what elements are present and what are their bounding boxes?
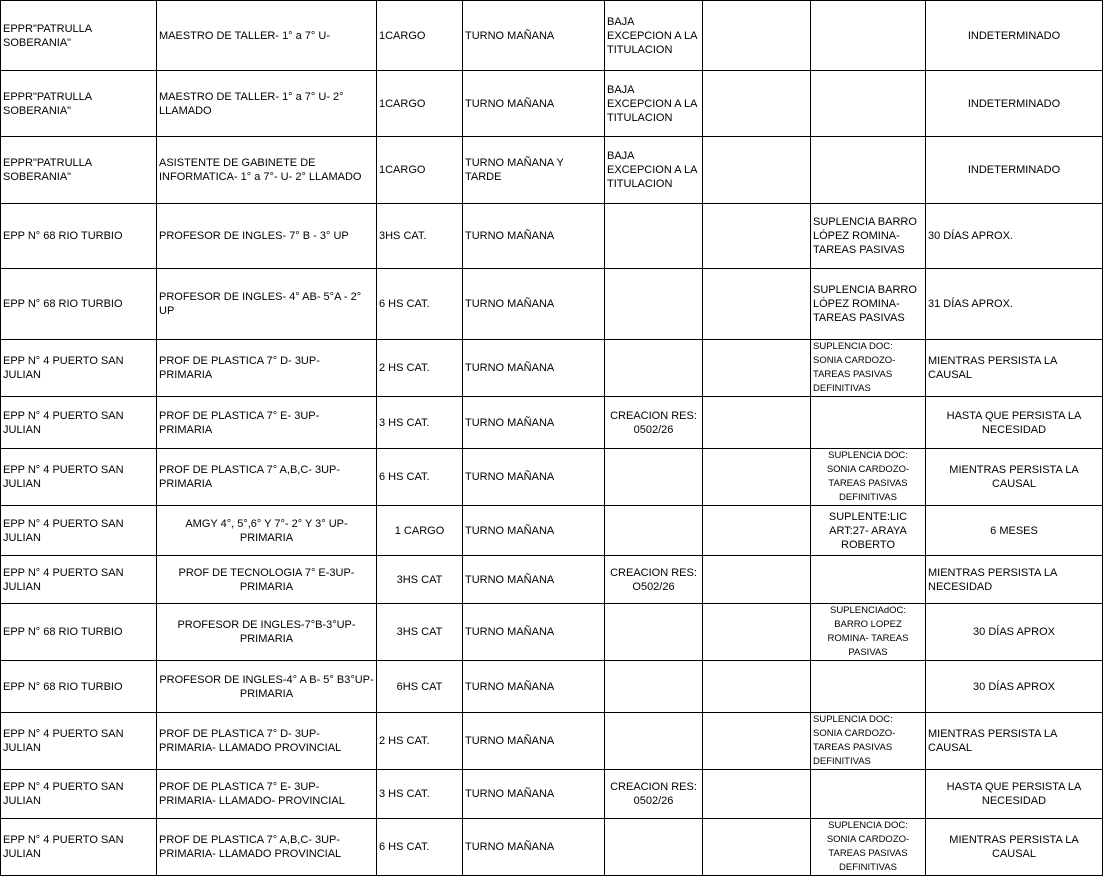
duration-cell: MIENTRAS PERSISTA LA CAUSAL bbox=[926, 449, 1103, 506]
shift-cell: TURNO MAÑANA bbox=[463, 449, 605, 506]
school-cell: EPP N° 4 PUERTO SAN JULIAN bbox=[1, 713, 157, 770]
reason-cell bbox=[605, 604, 703, 661]
reason-cell bbox=[605, 713, 703, 770]
replacement-cell bbox=[811, 137, 926, 204]
table-row bbox=[1, 770, 1103, 819]
replacement-cell bbox=[811, 71, 926, 137]
hours-cell: 2 HS CAT. bbox=[377, 713, 463, 770]
replacement-cell bbox=[811, 770, 926, 819]
shift-cell: TURNO MAÑANA bbox=[463, 71, 605, 137]
table-row bbox=[1, 713, 1103, 770]
school-cell: EPPR"PATRULLA SOBERANIA" bbox=[1, 71, 157, 137]
notes-cell bbox=[703, 770, 811, 819]
hours-cell: 6 HS CAT. bbox=[377, 449, 463, 506]
replacement-cell bbox=[811, 397, 926, 449]
shift-cell: TURNO MAÑANA bbox=[463, 204, 605, 269]
notes-cell bbox=[703, 269, 811, 340]
school-cell: EPP N° 4 PUERTO SAN JULIAN bbox=[1, 770, 157, 819]
notes-cell bbox=[703, 137, 811, 204]
school-cell: EPP N° 68 RIO TURBIO bbox=[1, 269, 157, 340]
replacement-cell: SUPLENCIAdOC: BARRO LOPEZ ROMINA- TAREAS PASIVAS bbox=[811, 604, 926, 661]
position-cell: PROF DE PLASTICA 7° E- 3UP- PRIMARIA- LLAMADO- PROVINCIAL bbox=[157, 770, 377, 819]
hours-cell: 6 HS CAT. bbox=[377, 269, 463, 340]
reason-cell: BAJA EXCEPCION A LA TITULACION bbox=[605, 1, 703, 71]
table-row bbox=[1, 137, 1103, 204]
duration-cell: 6 MESES bbox=[926, 506, 1103, 556]
reason-cell bbox=[605, 269, 703, 340]
notes-cell bbox=[703, 1, 811, 71]
hours-cell: 1 CARGO bbox=[377, 506, 463, 556]
school-cell: EPP N° 4 PUERTO SAN JULIAN bbox=[1, 397, 157, 449]
position-cell: MAESTRO DE TALLER- 1° a 7° U- bbox=[157, 1, 377, 71]
shift-cell: TURNO MAÑANA bbox=[463, 397, 605, 449]
position-cell: PROF DE TECNOLOGIA 7° E-3UP-PRIMARIA bbox=[157, 556, 377, 604]
duration-cell: MIENTRAS PERSISTA LA CAUSAL bbox=[926, 819, 1103, 876]
replacement-cell: SUPLENTE:LIC ART:27- ARAYA ROBERTO bbox=[811, 506, 926, 556]
table-row bbox=[1, 556, 1103, 604]
school-cell: EPP N° 4 PUERTO SAN JULIAN bbox=[1, 340, 157, 397]
replacement-cell bbox=[811, 556, 926, 604]
position-cell: PROFESOR DE INGLES-7°B-3°UP- PRIMARIA bbox=[157, 604, 377, 661]
school-cell: EPP N° 4 PUERTO SAN JULIAN bbox=[1, 449, 157, 506]
shift-cell: TURNO MAÑANA bbox=[463, 819, 605, 876]
shift-cell: TURNO MAÑANA bbox=[463, 1, 605, 71]
duration-cell: MIENTRAS PERSISTA LA CAUSAL bbox=[926, 713, 1103, 770]
duration-cell: INDETERMINADO bbox=[926, 71, 1103, 137]
notes-cell bbox=[703, 556, 811, 604]
notes-cell bbox=[703, 449, 811, 506]
shift-cell: TURNO MAÑANA bbox=[463, 661, 605, 713]
position-cell: ASISTENTE DE GABINETE DE INFORMATICA- 1° a 7°- U- 2° LLAMADO bbox=[157, 137, 377, 204]
school-cell: EPPR"PATRULLA SOBERANIA" bbox=[1, 1, 157, 71]
shift-cell: TURNO MAÑANA bbox=[463, 269, 605, 340]
replacement-cell: SUPLENCIA BARRO LÓPEZ ROMINA- TAREAS PASIVAS bbox=[811, 204, 926, 269]
duration-cell: HASTA QUE PERSISTA LA NECESIDAD bbox=[926, 770, 1103, 819]
reason-cell bbox=[605, 661, 703, 713]
table-row bbox=[1, 604, 1103, 661]
reason-cell bbox=[605, 506, 703, 556]
duration-cell: MIENTRAS PERSISTA LA CAUSAL bbox=[926, 340, 1103, 397]
table-row bbox=[1, 506, 1103, 556]
table-row bbox=[1, 397, 1103, 449]
position-cell: PROFESOR DE INGLES-4° A B- 5° B3°UP- PRIMARIA bbox=[157, 661, 377, 713]
reason-cell bbox=[605, 340, 703, 397]
shift-cell: TURNO MAÑANA bbox=[463, 604, 605, 661]
hours-cell: 6 HS CAT. bbox=[377, 819, 463, 876]
school-cell: EPP N° 68 RIO TURBIO bbox=[1, 661, 157, 713]
shift-cell: TURNO MAÑANA bbox=[463, 340, 605, 397]
hours-cell: 6HS CAT bbox=[377, 661, 463, 713]
replacement-cell: SUPLENCIA BARRO LÓPEZ ROMINA- TAREAS PASIVAS bbox=[811, 269, 926, 340]
reason-cell: BAJA EXCEPCION A LA TITULACION bbox=[605, 71, 703, 137]
notes-cell bbox=[703, 661, 811, 713]
shift-cell: TURNO MAÑANA bbox=[463, 713, 605, 770]
table-row bbox=[1, 269, 1103, 340]
position-cell: PROFESOR DE INGLES- 7° B - 3° UP bbox=[157, 204, 377, 269]
hours-cell: 1CARGO bbox=[377, 1, 463, 71]
school-cell: EPP N° 68 RIO TURBIO bbox=[1, 604, 157, 661]
hours-cell: 1CARGO bbox=[377, 137, 463, 204]
hours-cell: 3HS CAT. bbox=[377, 204, 463, 269]
shift-cell: TURNO MAÑANA bbox=[463, 770, 605, 819]
duration-cell: 30 DÍAS APROX bbox=[926, 661, 1103, 713]
table-row bbox=[1, 449, 1103, 506]
reason-cell: CREACION RES: 0502/26 bbox=[605, 770, 703, 819]
duration-cell: INDETERMINADO bbox=[926, 137, 1103, 204]
replacement-cell: SUPLENCIA DOC: SONIA CARDOZO- TAREAS PASIVAS DEFINITIVAS bbox=[811, 819, 926, 876]
notes-cell bbox=[703, 71, 811, 137]
hours-cell: 3HS CAT bbox=[377, 604, 463, 661]
school-cell: EPP N° 4 PUERTO SAN JULIAN bbox=[1, 819, 157, 876]
replacement-cell bbox=[811, 1, 926, 71]
position-cell: AMGY 4°, 5°,6° Y 7°- 2° Y 3° UP- PRIMARIA bbox=[157, 506, 377, 556]
shift-cell: TURNO MAÑANA bbox=[463, 556, 605, 604]
school-cell: EPPR"PATRULLA SOBERANIA" bbox=[1, 137, 157, 204]
position-cell: PROFESOR DE INGLES- 4° AB- 5°A - 2° UP bbox=[157, 269, 377, 340]
replacement-cell: SUPLENCIA DOC: SONIA CARDOZO- TAREAS PASIVAS DEFINITIVAS bbox=[811, 449, 926, 506]
shift-cell: TURNO MAÑANA Y TARDE bbox=[463, 137, 605, 204]
position-cell: PROF DE PLASTICA 7° E- 3UP- PRIMARIA bbox=[157, 397, 377, 449]
hours-cell: 3HS CAT bbox=[377, 556, 463, 604]
duration-cell: 30 DÍAS APROX. bbox=[926, 204, 1103, 269]
replacement-cell: SUPLENCIA DOC: SONIA CARDOZO- TAREAS PASIVAS DEFINITIVAS bbox=[811, 713, 926, 770]
hours-cell: 3 HS CAT. bbox=[377, 397, 463, 449]
position-cell: PROF DE PLASTICA 7° A,B,C- 3UP- PRIMARIA- LLAMADO PROVINCIAL bbox=[157, 819, 377, 876]
table-row bbox=[1, 204, 1103, 269]
replacement-cell bbox=[811, 661, 926, 713]
duration-cell: HASTA QUE PERSISTA LA NECESIDAD bbox=[926, 397, 1103, 449]
position-cell: PROF DE PLASTICA 7° D- 3UP- PRIMARIA- LLAMADO PROVINCIAL bbox=[157, 713, 377, 770]
table-row bbox=[1, 819, 1103, 876]
position-cell: PROF DE PLASTICA 7° A,B,C- 3UP- PRIMARIA bbox=[157, 449, 377, 506]
table-body bbox=[1, 1, 1103, 876]
reason-cell: BAJA EXCEPCION A LA TITULACION bbox=[605, 137, 703, 204]
duration-cell: 31 DÍAS APROX. bbox=[926, 269, 1103, 340]
notes-cell bbox=[703, 819, 811, 876]
duration-cell: 30 DÍAS APROX bbox=[926, 604, 1103, 661]
position-cell: MAESTRO DE TALLER- 1° a 7° U- 2° LLAMADO bbox=[157, 71, 377, 137]
notes-cell bbox=[703, 713, 811, 770]
hours-cell: 2 HS CAT. bbox=[377, 340, 463, 397]
shift-cell: TURNO MAÑANA bbox=[463, 506, 605, 556]
table-row bbox=[1, 71, 1103, 137]
hours-cell: 1CARGO bbox=[377, 71, 463, 137]
table-row bbox=[1, 340, 1103, 397]
notes-cell bbox=[703, 506, 811, 556]
notes-cell bbox=[703, 397, 811, 449]
duration-cell: INDETERMINADO bbox=[926, 1, 1103, 71]
notes-cell bbox=[703, 604, 811, 661]
reason-cell bbox=[605, 819, 703, 876]
reason-cell bbox=[605, 204, 703, 269]
reason-cell: CREACION RES: 0502/26 bbox=[605, 397, 703, 449]
replacement-cell: SUPLENCIA DOC: SONIA CARDOZO- TAREAS PASIVAS DEFINITIVAS bbox=[811, 340, 926, 397]
notes-cell bbox=[703, 204, 811, 269]
table-row bbox=[1, 661, 1103, 713]
school-cell: EPP N° 68 RIO TURBIO bbox=[1, 204, 157, 269]
school-cell: EPP N° 4 PUERTO SAN JULIAN bbox=[1, 506, 157, 556]
reason-cell: CREACION RES: O502/26 bbox=[605, 556, 703, 604]
table-row bbox=[1, 1, 1103, 71]
position-cell: PROF DE PLASTICA 7° D- 3UP- PRIMARIA bbox=[157, 340, 377, 397]
school-cell: EPP N° 4 PUERTO SAN JULIAN bbox=[1, 556, 157, 604]
duration-cell: MIENTRAS PERSISTA LA NECESIDAD bbox=[926, 556, 1103, 604]
notes-cell bbox=[703, 340, 811, 397]
hours-cell: 3 HS CAT. bbox=[377, 770, 463, 819]
reason-cell bbox=[605, 449, 703, 506]
